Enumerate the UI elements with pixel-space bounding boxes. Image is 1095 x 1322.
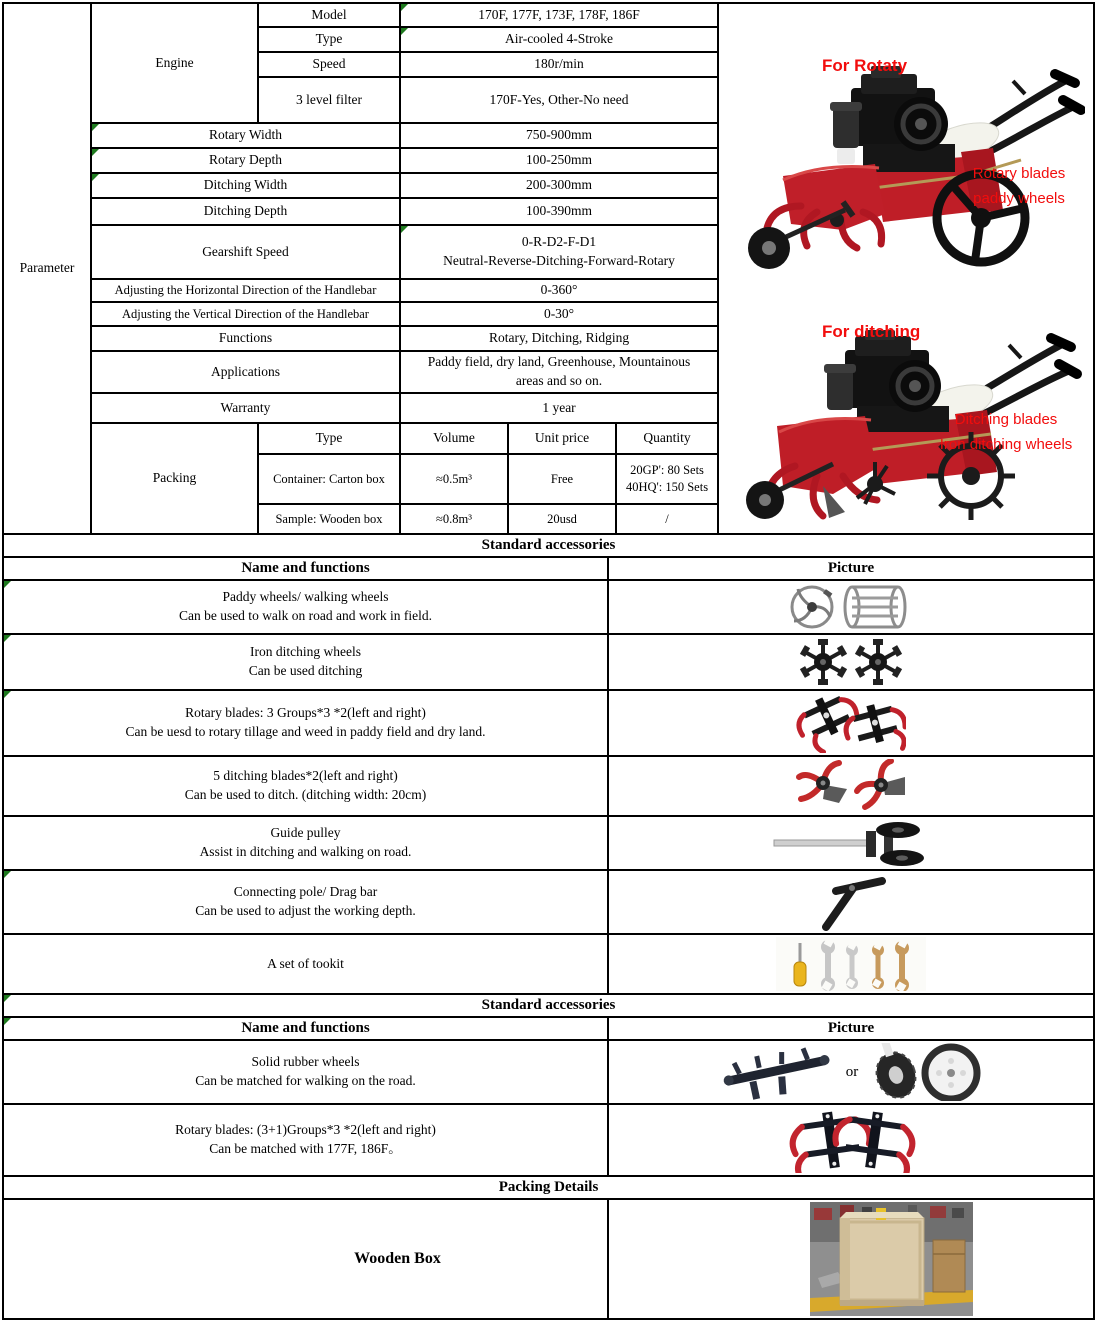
iron-ditching-wheels-icon (793, 637, 909, 687)
accessory-picture (608, 1040, 1094, 1104)
table-row (3, 816, 1094, 870)
packing-unit-price: Free (508, 454, 616, 504)
product-image-panel (719, 4, 1093, 533)
guide-pulley-icon (766, 819, 936, 867)
spec-value: 180r/min (400, 52, 718, 77)
column-header-name: Name and functions (3, 1017, 608, 1040)
spec-value: 1 year (400, 393, 718, 423)
spec-value: Rotary, Ditching, Ridging (400, 326, 718, 351)
accessory-name: Solid rubber wheels Can be matched for walking on the road. (3, 1040, 608, 1104)
accessories-table-1 (2, 533, 1095, 995)
spec-value: 100-250mm (400, 148, 718, 173)
packing-quantity: / (616, 504, 718, 534)
accessory-name: Rotary blades: (3+1)Groups*3 *2(left and right) Can be matched with 177F, 186F。 (3, 1104, 608, 1176)
spec-value: Paddy field, dry land, Greenhouse, Mountainous areas and so on. (400, 351, 718, 393)
column-header-picture: Picture (608, 1017, 1094, 1040)
packing-header-volume: Volume (400, 423, 508, 454)
accessories-table-2 (2, 993, 1095, 1177)
or-label: or (845, 1063, 859, 1080)
accessory-name: 5 ditching blades*2(left and right) Can be used to ditch. (ditching width: 20cm) (3, 756, 608, 816)
table-row (3, 634, 1094, 690)
accessory-picture (608, 816, 1094, 870)
accessory-name: A set of tookit (3, 934, 608, 994)
accessory-picture (608, 934, 1094, 994)
spec-value: 0-360° (400, 279, 718, 302)
accessory-name: Rotary blades: 3 Groups*3 *2(left and right) Can be uesd to rotary tillage and weed in paddy field and dry land. (3, 690, 608, 756)
rotary-image-caption: Rotary blades paddy wheels (972, 165, 1066, 207)
packing-item-name: Wooden Box (3, 1199, 608, 1319)
accessory-picture (608, 580, 1094, 634)
parameter-table (2, 2, 1095, 535)
spec-key: Ditching Width (91, 173, 400, 198)
ditching-blades-icon (793, 759, 909, 813)
spec-value: 0-30° (400, 302, 718, 326)
spec-key: Functions (91, 326, 400, 351)
section-title: Standard accessories (3, 534, 1094, 557)
packing-header-unit-price: Unit price (508, 423, 616, 454)
ditching-image-title: For ditching (822, 322, 921, 341)
column-header-name: Name and functions (3, 557, 608, 580)
packing-header-type: Type (258, 423, 400, 454)
packing-type: Sample: Wooden box (258, 504, 400, 534)
accessory-name: Iron ditching wheels Can be used ditching (3, 634, 608, 690)
accessory-name: Connecting pole/ Drag bar Can be used to adjust the working depth. (3, 870, 608, 934)
accessory-name: Guide pulley Assist in ditching and walking on road. (3, 816, 608, 870)
spec-key: Model (258, 3, 400, 27)
engine-label: Engine (91, 3, 258, 123)
spec-value: 750-900mm (400, 123, 718, 148)
spec-key: Warranty (91, 393, 400, 423)
accessory-picture (608, 690, 1094, 756)
toolkit-icon (776, 937, 926, 991)
spec-key: Applications (91, 351, 400, 393)
packing-volume: ≈0.8m³ (400, 504, 508, 534)
accessory-name: Paddy wheels/ walking wheels Can be used to walk on road and work in field. (3, 580, 608, 634)
section-title: Packing Details (3, 1176, 1094, 1199)
spec-key: Rotary Depth (91, 148, 400, 173)
table-row (3, 934, 1094, 994)
spec-key: Adjusting the Vertical Direction of the Handlebar (91, 302, 400, 326)
packing-quantity: 20GP': 80 Sets 40HQ': 150 Sets (616, 454, 718, 504)
stud-wheels-icon (718, 1044, 838, 1100)
drag-bar-icon (816, 873, 886, 931)
spec-key: 3 level filter (258, 77, 400, 123)
rubber-wheels-icon (866, 1043, 984, 1101)
accessory-picture (608, 1104, 1094, 1176)
spec-key: Type (258, 27, 400, 52)
rotary-blades-icon (796, 693, 906, 753)
spec-key: Ditching Depth (91, 198, 400, 225)
packing-details-table (2, 1175, 1095, 1320)
packing-picture-cell (608, 1199, 1094, 1319)
wooden-box-photo (810, 1202, 973, 1316)
column-header-picture: Picture (608, 557, 1094, 580)
table-row (3, 1199, 1094, 1319)
spec-key: Gearshift Speed (91, 225, 400, 279)
packing-header-quantity: Quantity (616, 423, 718, 454)
table-row (3, 756, 1094, 816)
rotary-blades-groups-icon (776, 1107, 926, 1173)
spec-value: 200-300mm (400, 173, 718, 198)
packing-label: Packing (91, 423, 258, 534)
table-row (3, 870, 1094, 934)
spec-key: Speed (258, 52, 400, 77)
accessory-picture (608, 634, 1094, 690)
parameter-label: Parameter (3, 3, 91, 534)
accessory-picture (608, 756, 1094, 816)
spec-value: 100-390mm (400, 198, 718, 225)
packing-unit-price: 20usd (508, 504, 616, 534)
rotary-image-title: For Rotaty (822, 56, 908, 75)
accessory-picture (608, 870, 1094, 934)
ditching-image-caption: Ditching blades Iron ditching wheels (939, 411, 1073, 453)
spec-value: 0-R-D2-F-D1 Neutral-Reverse-Ditching-Forward-Rotary (400, 225, 718, 279)
product-images-cell (718, 3, 1094, 534)
packing-volume: ≈0.5m³ (400, 454, 508, 504)
spec-key: Rotary Width (91, 123, 400, 148)
table-row (3, 580, 1094, 634)
table-row (3, 1104, 1094, 1176)
paddy-wheels-icon (786, 583, 916, 631)
spec-key: Adjusting the Horizontal Direction of the Handlebar (91, 279, 400, 302)
table-row (3, 690, 1094, 756)
spec-value: Air-cooled 4-Stroke (400, 27, 718, 52)
table-row (3, 1040, 1094, 1104)
spec-value: 170F-Yes, Other-No need (400, 77, 718, 123)
section-title: Standard accessories (3, 994, 1094, 1017)
spec-value: 170F, 177F, 173F, 178F, 186F (400, 3, 718, 27)
packing-type: Container: Carton box (258, 454, 400, 504)
